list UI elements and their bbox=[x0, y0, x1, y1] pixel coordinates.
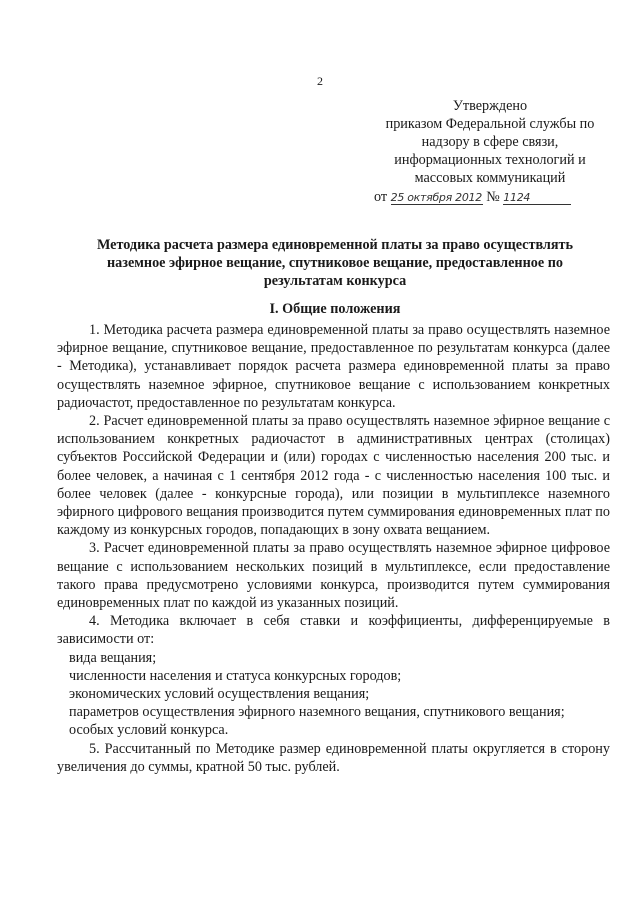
paragraph-5: 5. Рассчитанный по Методике размер единовременной платы округляется в сторону увеличения до суммы, кратной 50 тыс. рублей. bbox=[57, 740, 610, 775]
section-heading: I. Общие положения bbox=[269, 301, 401, 317]
page-number: 2 bbox=[317, 74, 323, 88]
approval-line: надзору в сфере связи, bbox=[421, 134, 559, 150]
title-line: наземное эфирное вещание, спутниковое вещание, предоставленное по bbox=[106, 255, 563, 271]
list-item: параметров осуществления эфирного наземного вещания, спутникового вещания; bbox=[69, 704, 565, 721]
date-prefix: от bbox=[374, 189, 388, 205]
document-title bbox=[60, 236, 610, 290]
paragraph-3: 3. Расчет единовременной платы за право осуществлять наземное эфирное цифровое вещание с использованием нескольких позиций в мультиплексе, если предоставление такого права предусмотрено условиями конкурса, производится путем суммирования единовременных плат по каждой из указанных позиций. bbox=[57, 540, 610, 612]
approval-date-line bbox=[360, 188, 620, 206]
approval-line: информационных технологий и bbox=[394, 152, 586, 168]
list-item: особых условий конкурса. bbox=[69, 722, 229, 739]
criteria-list bbox=[57, 649, 610, 740]
list-item: экономических условий осуществления вещания; bbox=[69, 686, 370, 703]
title-line: результатам конкурса bbox=[263, 273, 407, 289]
list-item: вида вещания; bbox=[69, 649, 157, 666]
handwritten-number: 1124 bbox=[503, 191, 571, 205]
approval-line: приказом Федеральной службы по bbox=[385, 116, 595, 132]
title-line: Методика расчета размера единовременной платы за право осуществлять bbox=[96, 237, 574, 253]
number-prefix: № bbox=[486, 189, 500, 205]
approval-line: Утверждено bbox=[452, 98, 528, 114]
handwritten-date: 25 октября 2012 bbox=[390, 191, 482, 204]
approval-line: массовых коммуникаций bbox=[414, 170, 566, 186]
paragraph-4: 4. Методика включает в себя ставки и коэффициенты, дифференцируемые в зависимости от: bbox=[57, 613, 610, 648]
list-item: численности населения и статуса конкурсных городов; bbox=[69, 667, 402, 684]
paragraph-1: 1. Методика расчета размера единовременной платы за право осуществлять наземное эфирное вещание, спутниковое вещание, предоставленное по результатам конкурса (далее - Методика), устанавливает порядок расчета размера единовременной платы за право осуществлять наземное эфирное, спутниковое вещание с использованием конкретных радиочастот, предоставленное по результатам конкурса. bbox=[57, 322, 610, 411]
approval-block bbox=[360, 97, 620, 206]
paragraph-2: 2. Расчет единовременной платы за право осуществлять наземное эфирное вещание с использованием конкретных радиочастот в административных центрах (столицах) субъектов Российской Федерации и (или) городах с численностью населения 200 тыс. и более человек, а начиная с 1 сентября 2012 года - с численностью населения 100 тыс. и более человек (далее - конкурсные города), или позиции в мультиплексе наземного эфирного цифрового вещания производится путем суммирования единовременных плат по каждому из конкурсных городов, попадающих в зону охвата вещанием. bbox=[57, 413, 610, 539]
body-text bbox=[57, 321, 610, 776]
